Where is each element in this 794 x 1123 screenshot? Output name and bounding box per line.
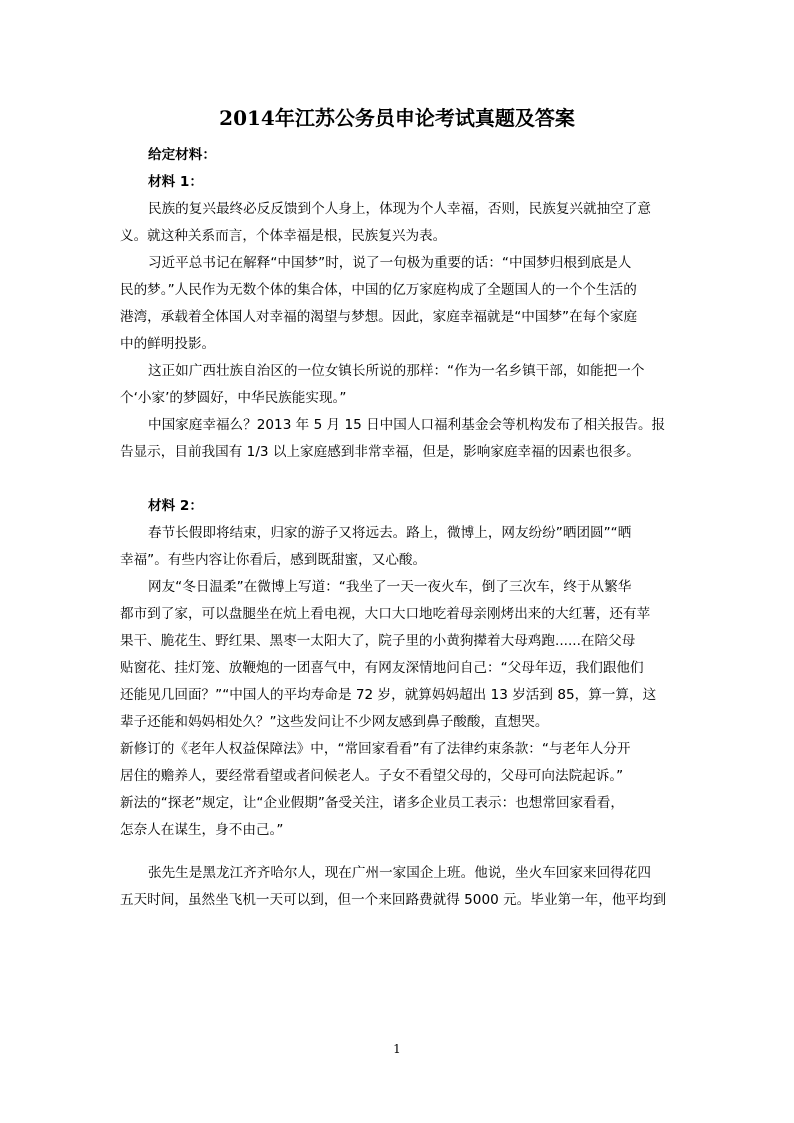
paragraph-spacer [120,466,674,493]
material-2-line: 都市到了家，可以盘腿坐在炕上看电视，大口大口地吃着母亲刚烤出来的大红薯，还有苹 [120,606,651,622]
material-1-line: 这正如广西壮族自治区的一位女镇长所说的那样：“作为一名乡镇干部，如能把一个 [148,363,645,379]
material-2-line: 新修订的《老年人权益保障法》中，“常回家看看”有了法律约束条款：“与老年人分开 [120,741,631,757]
material-1-line: 中的鲜明投影。 [120,336,216,352]
material-1-line: 中国家庭幸福么？2013 年 5 月 15 日中国人口福利基金会等机构发布了相关报告。报 [148,417,666,433]
section-label: 给定材料： [148,147,216,163]
paragraph-spacer [120,844,674,860]
material-2-line: 张先生是黑龙江齐齐哈尔人，现在广州一家国企上班。他说，坐火车回家来回得花四 [148,865,651,881]
material-2-line: 五天时间，虽然坐飞机一天可以到，但一个来回路费就得 5000 元。毕业第一年，他平均到 [120,892,667,908]
material-1-heading: 材料 1： [148,174,203,190]
material-1-line: 义。就这种关系而言，个体幸福是根，民族复兴为表。 [120,228,447,244]
document-body [120,142,674,914]
material-2-line: 新法的“探老”规定，让“企业假期”备受关注，诸多企业员工表示：也想常回家看看， [120,795,624,811]
material-2-line: 网友“冬日温柔”在微博上写道：“我坐了一天一夜火车，倒了三次车，终于从繁华 [148,579,632,595]
material-1-line: 习近平总书记在解释“中国梦”时，说了一句极为重要的话：“中国梦归根到底是人 [148,255,632,271]
material-1-line: 个‘小家’的梦圆好，中华民族能实现。” [120,390,347,406]
material-2-line: 果干、脆花生、野红果、黑枣一太阳大了，院子里的小黄狗撵着大母鸡跑......在陪父母 [120,633,636,649]
material-2-line: 还能见几回面？”“中国人的平均寿命是 72 岁，就算妈妈超出 13 岁活到 85，算一算，这 [120,687,657,703]
material-1-line: 港湾，承载着全体国人对幸福的渴望与梦想。因此，家庭幸福就是“中国梦”在每个家庭 [120,309,638,325]
material-2-line: 春节长假即将结束，归家的游子又将远去。路上，微博上，网友纷纷”晒团圆”“晒 [148,525,632,541]
material-1-line: 民的梦。”人民作为无数个体的集合体，中国的亿万家庭构成了全题国人的一个个生活的 [120,282,637,298]
material-1-line: 告显示，目前我国有 1/3 以上家庭感到非常幸福，但是，影响家庭幸福的因素也很多。 [120,444,640,460]
material-1-line: 民族的复兴最终必反反馈到个人身上，体现为个人幸福，否则，民族复兴就抽空了意 [148,201,651,217]
material-2-heading: 材料 2： [148,498,203,514]
material-2-line: 居住的赡养人，要经常看望或者问候老人。子女不看望父母的，父母可向法院起诉。” [120,768,624,784]
material-2-line: 怎奈人在谋生，身不由己。” [120,822,284,838]
material-2-line: 幸福”。有些内容让你看后，感到既甜蜜，又心酸。 [120,552,427,568]
material-2-line: 贴窗花、挂灯笼、放鞭炮的一团喜气中，有网友深情地问自己：“父母年迈，我们跟他们 [120,660,644,676]
page-number: 1 [393,1042,401,1056]
material-2-line: 辈子还能和妈妈相处久？”这些发问让不少网友感到鼻子酸酸，直想哭。 [120,714,549,730]
document-title: 2014年江苏公务员申论考试真题及答案 [219,106,575,130]
